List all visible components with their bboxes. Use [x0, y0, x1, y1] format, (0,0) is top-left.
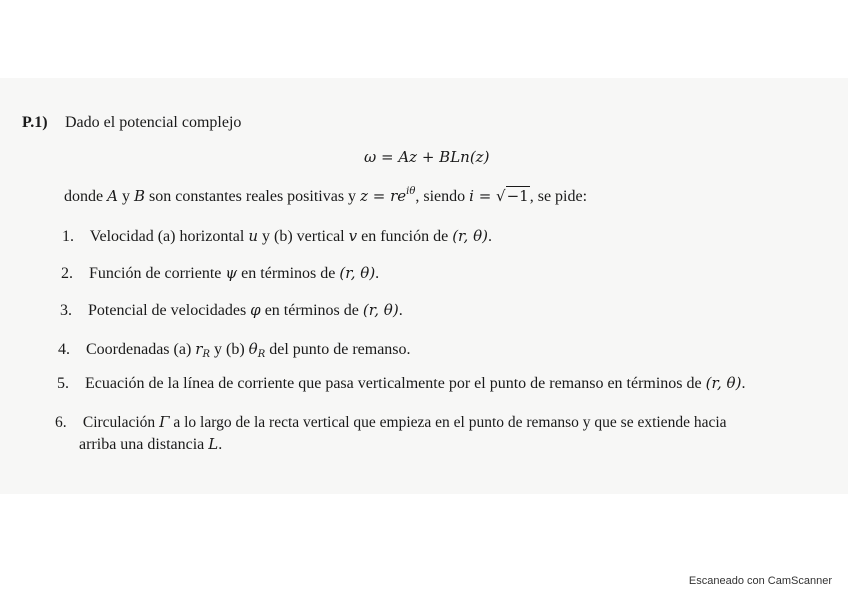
- item-text: Función de corriente: [89, 265, 222, 282]
- camscanner-watermark: Escaneado con CamScanner: [688, 575, 832, 587]
- item-text: del punto de remanso.: [269, 341, 411, 358]
- item-math: (r, θ): [339, 264, 376, 282]
- item-text: .: [741, 375, 746, 392]
- item-text: en función de: [361, 228, 449, 245]
- item-math: L: [208, 435, 219, 453]
- item-math: (r, θ): [452, 227, 488, 245]
- problem-intro: Dado el potencial complejo: [65, 114, 242, 131]
- cond-i-expr: i =: [469, 187, 497, 205]
- item-math: φ: [250, 301, 261, 319]
- list-item: [55, 413, 727, 432]
- item-math: (r, θ): [362, 301, 399, 319]
- list-item: [60, 301, 403, 320]
- problem-condition: [64, 186, 587, 206]
- item-text: en términos de: [264, 302, 359, 319]
- list-item: [61, 264, 379, 283]
- item-text: Ecuación de la línea de corriente que pasa verticalmente por el punto de remanso en términos de: [85, 375, 702, 392]
- cond-text: y: [121, 188, 130, 205]
- item-subscript: R: [202, 349, 210, 360]
- item-text: .: [218, 436, 223, 453]
- item-text: arriba una distancia: [79, 436, 205, 453]
- cond-var-b: B: [133, 187, 145, 205]
- item-math: Γ: [159, 413, 170, 431]
- list-item: [62, 227, 492, 246]
- list-item: [57, 374, 745, 393]
- cond-text: , siendo: [415, 188, 466, 205]
- item-math: θ: [248, 340, 258, 358]
- list-item-continuation: [79, 435, 222, 454]
- item-number: 2.: [61, 265, 73, 282]
- item-subscript: R: [257, 349, 266, 360]
- item-math: u: [248, 227, 258, 245]
- complex-potential-equation: ω = Az + BLn(z): [364, 148, 490, 166]
- item-text: a lo largo de la recta vertical que empieza en el punto de remanso y que se extiende hacia: [173, 414, 727, 431]
- cond-z-expr: z = re: [360, 187, 407, 205]
- cond-text: son constantes reales positivas y: [148, 188, 357, 205]
- item-text: y (b) vertical: [262, 228, 345, 245]
- item-text: en términos de: [241, 265, 336, 282]
- item-text: .: [398, 302, 403, 319]
- item-number: 3.: [60, 302, 72, 319]
- item-text: .: [487, 228, 492, 245]
- problem-label: P.1): [22, 114, 48, 131]
- item-text: .: [375, 265, 380, 282]
- cond-text: , se pide:: [529, 188, 588, 205]
- item-text: Circulación: [82, 414, 156, 431]
- item-math: r: [195, 340, 203, 358]
- item-number: 6.: [55, 414, 67, 431]
- list-item: [58, 340, 411, 360]
- sqrt-arg: −1: [506, 187, 529, 205]
- item-text: Potencial de velocidades: [88, 302, 247, 319]
- item-text: Coordenadas (a): [86, 341, 192, 358]
- item-number: 5.: [57, 375, 69, 392]
- item-number: 4.: [58, 341, 70, 358]
- item-text: y (b): [214, 341, 245, 358]
- item-text: Velocidad (a) horizontal: [89, 228, 245, 245]
- sqrt-symbol: √: [496, 187, 506, 205]
- cond-text: donde: [64, 188, 104, 205]
- item-math: (r, θ): [705, 374, 742, 392]
- cond-z-exp: iθ: [406, 186, 416, 197]
- item-math: ψ: [225, 264, 238, 282]
- item-number: 1.: [62, 228, 74, 245]
- cond-var-a: A: [107, 187, 118, 205]
- item-math: v: [348, 227, 358, 245]
